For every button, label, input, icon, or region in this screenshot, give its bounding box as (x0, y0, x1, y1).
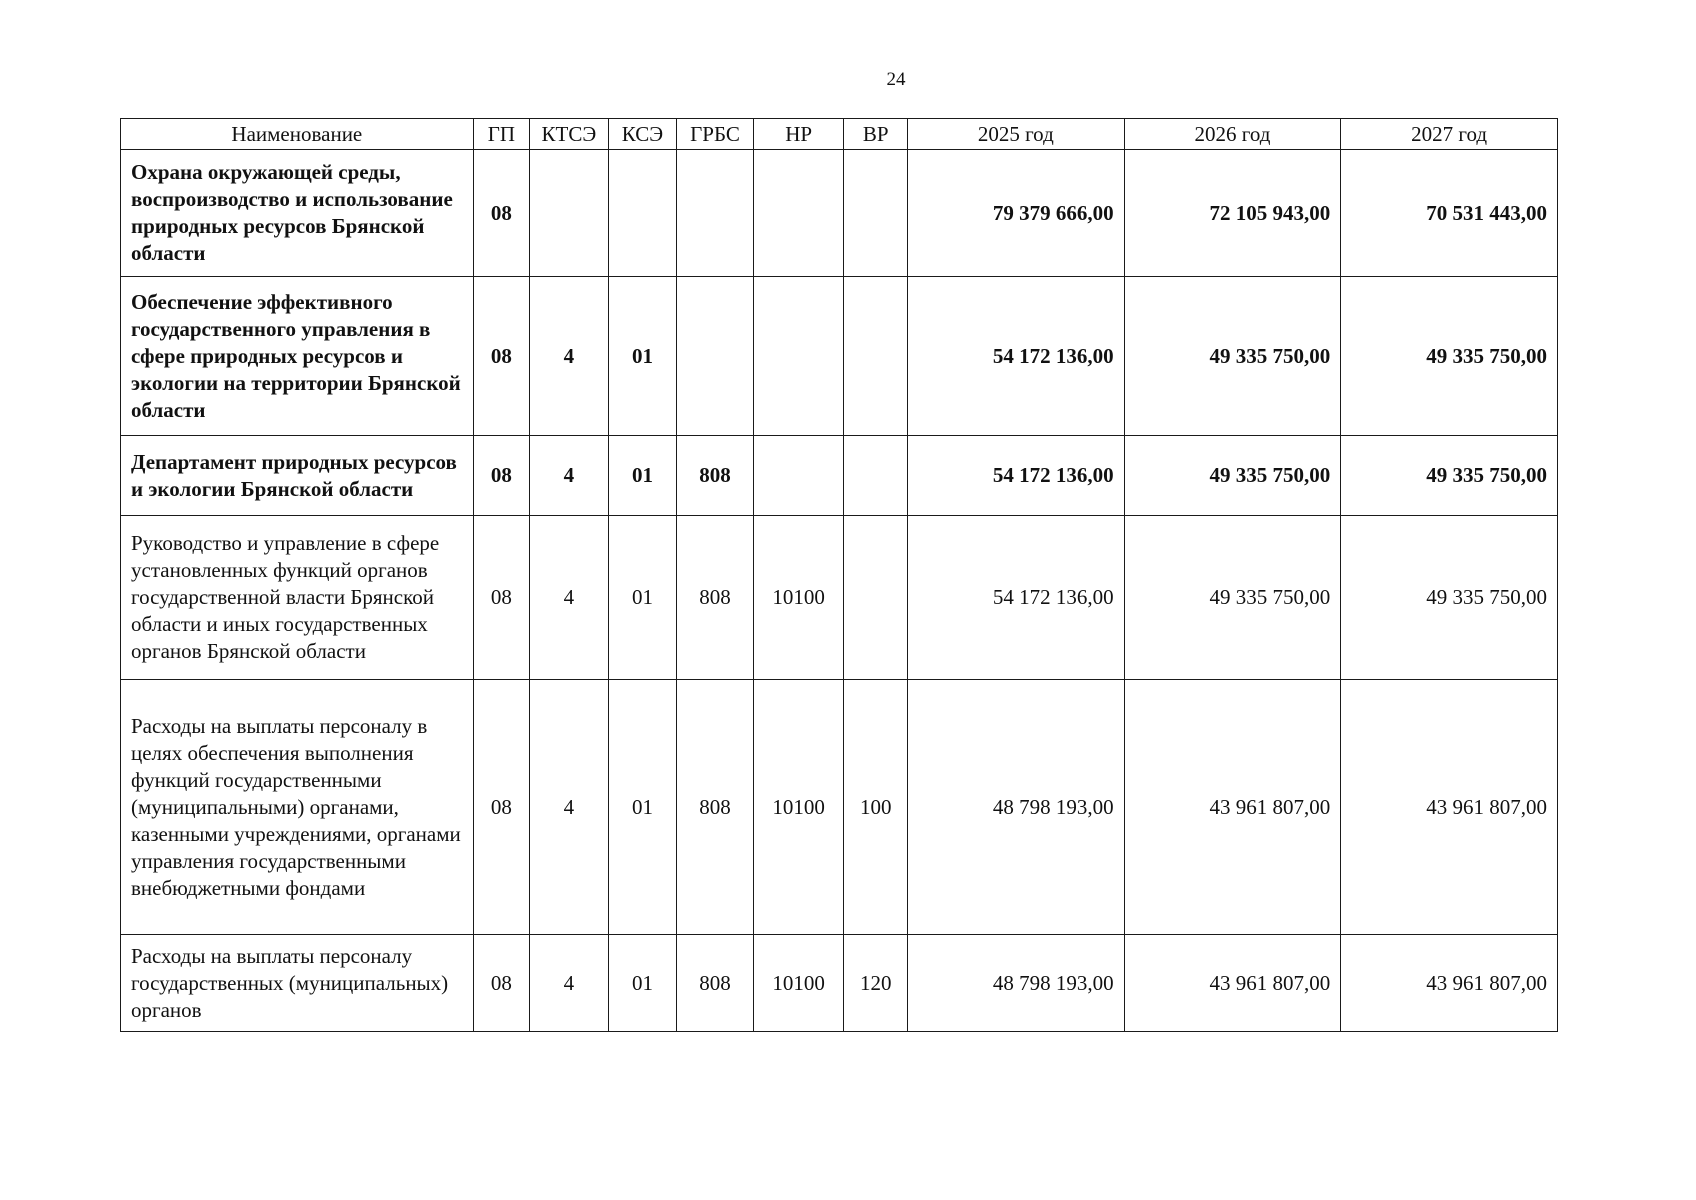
header-vr: ВР (844, 119, 907, 150)
page-number: 24 (886, 69, 906, 90)
row-kse: 01 (608, 680, 677, 935)
row-ktse: 4 (530, 436, 609, 516)
table-row (121, 516, 1558, 680)
header-2025: 2025 год (907, 119, 1124, 150)
row-2026: 49 335 750,00 (1124, 436, 1341, 516)
row-name: Охрана окружающей среды, воспроизводство и использование природных ресурсов Брянской области (121, 150, 474, 277)
row-grbs: 808 (677, 680, 754, 935)
row-ktse: 4 (530, 680, 609, 935)
row-2027: 49 335 750,00 (1341, 277, 1558, 436)
row-gp: 08 (473, 277, 529, 436)
row-nr (753, 150, 844, 277)
row-2027: 43 961 807,00 (1341, 935, 1558, 1032)
row-vr (844, 150, 907, 277)
row-2026: 49 335 750,00 (1124, 277, 1341, 436)
row-kse: 01 (608, 277, 677, 436)
row-vr: 120 (844, 935, 907, 1032)
row-kse: 01 (608, 436, 677, 516)
row-2025: 48 798 193,00 (907, 680, 1124, 935)
table-header-row (121, 119, 1558, 150)
header-nr: НР (753, 119, 844, 150)
header-2026: 2026 год (1124, 119, 1341, 150)
row-ktse: 4 (530, 935, 609, 1032)
row-name: Обеспечение эффективного государственного управления в сфере природных ресурсов и экологии на территории Брянской области (121, 277, 474, 436)
row-2027: 49 335 750,00 (1341, 516, 1558, 680)
row-kse (608, 150, 677, 277)
table-row (121, 150, 1558, 277)
row-gp: 08 (473, 150, 529, 277)
row-name: Расходы на выплаты персоналу в целях обеспечения выполнения функций государственными (муниципальными) органами, казенными учреждениями, органами управления государственными внебюджетными фондами (121, 680, 474, 935)
row-ktse (530, 150, 609, 277)
row-2026: 43 961 807,00 (1124, 935, 1341, 1032)
row-gp: 08 (473, 680, 529, 935)
row-name: Руководство и управление в сфере установленных функций органов государственной власти Брянской области и иных государственных органов Брянской области (121, 516, 474, 680)
row-gp: 08 (473, 516, 529, 680)
table-row (121, 935, 1558, 1032)
row-2027: 70 531 443,00 (1341, 150, 1558, 277)
row-nr: 10100 (753, 516, 844, 680)
row-vr: 100 (844, 680, 907, 935)
row-2025: 48 798 193,00 (907, 935, 1124, 1032)
table-row (121, 680, 1558, 935)
row-grbs (677, 150, 754, 277)
row-nr: 10100 (753, 935, 844, 1032)
table-row (121, 436, 1558, 516)
table-row (121, 277, 1558, 436)
row-vr (844, 277, 907, 436)
row-2026: 43 961 807,00 (1124, 680, 1341, 935)
row-name: Расходы на выплаты персоналу государственных (муниципальных) органов (121, 935, 474, 1032)
header-kse: КСЭ (608, 119, 677, 150)
row-vr (844, 516, 907, 680)
header-ktse: КТСЭ (530, 119, 609, 150)
header-gp: ГП (473, 119, 529, 150)
row-2025: 54 172 136,00 (907, 516, 1124, 680)
row-nr (753, 436, 844, 516)
row-2025: 79 379 666,00 (907, 150, 1124, 277)
row-nr: 10100 (753, 680, 844, 935)
row-kse: 01 (608, 516, 677, 680)
row-name: Департамент природных ресурсов и экологии Брянской области (121, 436, 474, 516)
header-name: Наименование (121, 119, 474, 150)
row-gp: 08 (473, 436, 529, 516)
row-ktse: 4 (530, 277, 609, 436)
row-grbs: 808 (677, 935, 754, 1032)
row-2025: 54 172 136,00 (907, 277, 1124, 436)
budget-table (120, 118, 1558, 1032)
row-kse: 01 (608, 935, 677, 1032)
row-2025: 54 172 136,00 (907, 436, 1124, 516)
row-2027: 43 961 807,00 (1341, 680, 1558, 935)
row-grbs: 808 (677, 516, 754, 680)
row-nr (753, 277, 844, 436)
row-ktse: 4 (530, 516, 609, 680)
header-2027: 2027 год (1341, 119, 1558, 150)
header-grbs: ГРБС (677, 119, 754, 150)
row-2026: 72 105 943,00 (1124, 150, 1341, 277)
row-2026: 49 335 750,00 (1124, 516, 1341, 680)
row-gp: 08 (473, 935, 529, 1032)
row-2027: 49 335 750,00 (1341, 436, 1558, 516)
row-grbs (677, 277, 754, 436)
row-vr (844, 436, 907, 516)
row-grbs: 808 (677, 436, 754, 516)
